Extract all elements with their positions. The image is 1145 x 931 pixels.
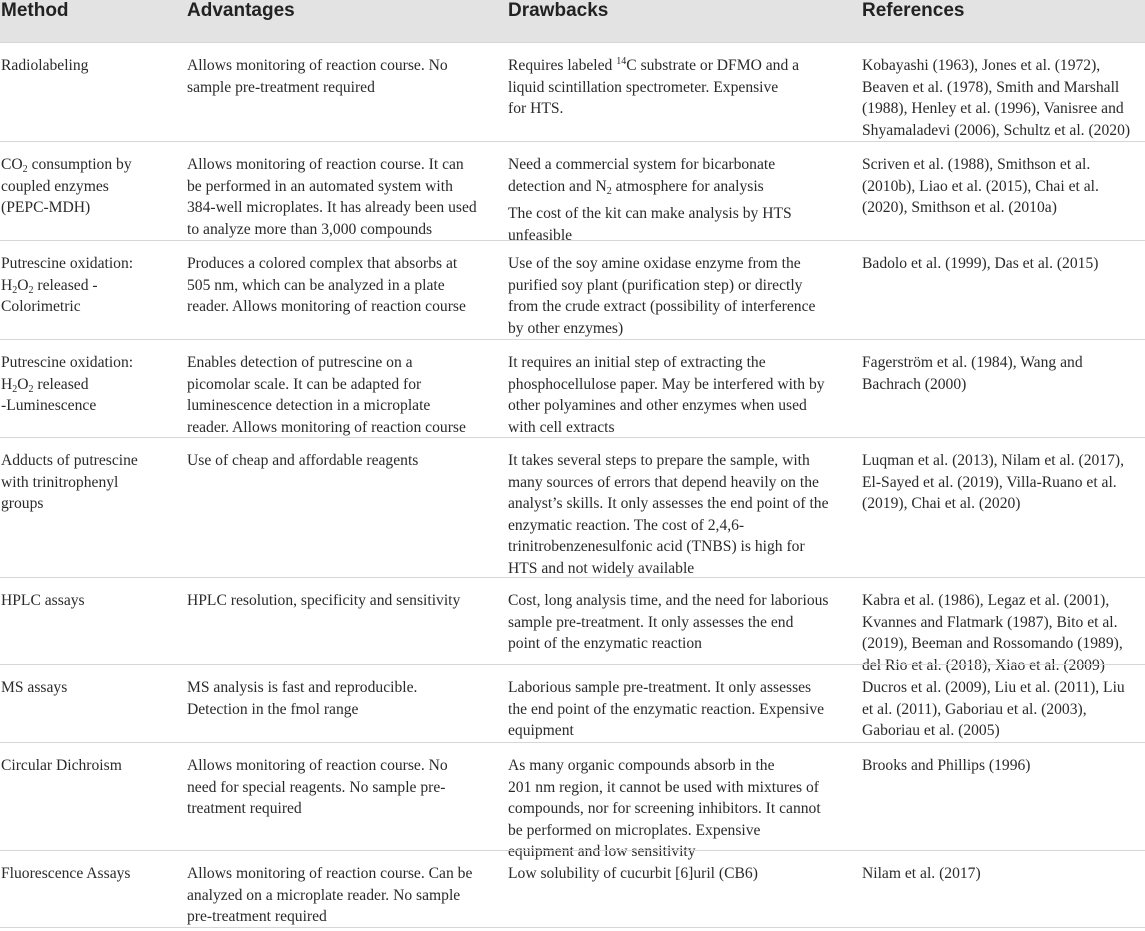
table-row [0,437,1145,578]
header-drawbacks: Drawbacks [508,0,609,21]
references-cell: Kobayashi (1963), Jones et al. (1972), Beaven et al. (1978), Smith and Marshall (1988), Henley et al. (1996), Vanisree and Shyamaladevi (2006), Schultz et al. (2020) [862,57,1131,139]
references-cell: Ducros et al. (2009), Liu et al. (2011), Liu et al. (2011), Gaboriau et al. (2003), Gaboriau et al. (2005) [862,679,1125,739]
references-cell: Nilam et al. (2017) [862,865,981,882]
advantages-cell: Produces a colored complex that absorbs at 505 nm, which can be analyzed in a plate reader. Allows monitoring of reaction course [187,255,466,315]
table-row [0,664,1145,743]
table-row [0,742,1145,860]
method-cell: Adducts of putrescine with trinitrophenyl groups [1,452,138,512]
drawbacks-cell: Laborious sample pre-treatment. It only assesses the end point of the enzymatic reaction. Expensive equipment [508,679,825,739]
method-cell: MS assays [1,679,68,696]
references-cell: Fagerström et al. (1984), Wang and Bachrach (2000) [862,354,1083,393]
header-method: Method [1,0,69,21]
advantages-cell: MS analysis is fast and reproducible. Detection in the fmol range [187,679,418,718]
method-cell: $CO_2$ consumption by coupled enzymes (PEPC-MDH) [1,156,132,216]
references-cell: Kabra et al. (1986), Legaz et al. (2001), Kvannes and Flatmark (1987), Bito et al. (2019), Beeman and Rossomando (1989), del Rio et al. (2018), Xiao et al. (2009) [862,592,1123,674]
table-row [0,42,1145,142]
advantages-cell: Use of cheap and affordable reagents [187,452,419,469]
drawbacks-cell: Use of the soy amine oxidase enzyme from the purified soy plant (purification step) or directly from the crude extract (possibility of interference by other enzymes) [508,255,816,337]
advantages-cell: Allows monitoring of reaction course. Can be analyzed on a microplate reader. No sample pre-treatment required [187,865,473,925]
table-row [0,339,1145,438]
method-cell: Fluorescence Assays [1,865,131,882]
drawbacks-cell: Need a commercial system for bicarbonate detection and $N_2$ atmosphere for analysis The cost of the kit can make analysis by HTS unfeasible [508,156,792,244]
method-cell: Circular Dichroism [1,757,122,774]
table-row [0,577,1145,674]
method-cell: HPLC assays [1,592,85,609]
references-cell: Scriven et al. (1988), Smithson et al. (2010b), Liao et al. (2015), Chai et al. (2020), Smithson et al. (2010a) [862,156,1099,216]
references-cell: Luqman et al. (2013), Nilam et al. (2017), El-Sayed et al. (2019), Villa-Ruano et al. (2019), Chai et al. (2020) [862,452,1124,512]
advantages-cell: Allows monitoring of reaction course. It can be performed in an automated system with 384-well microplates. It has already been used to analyze more than 3,000 compounds [187,156,477,238]
drawbacks-cell: It requires an initial step of extracting the phosphocellulose paper. May be interfered with by other polyamines and other enzymes when used with cell extracts [508,354,825,436]
advantages-cell: Allows monitoring of reaction course. No sample pre-treatment required [187,57,448,96]
header-advantages: Advantages [187,0,295,21]
drawbacks-cell: As many organic compounds absorb in the 201 nm region, it cannot be used with mixtures of compounds, nor for screening inhibitors. It cannot be performed on microplates. Expensive equipment and low sensitivity [508,757,821,860]
method-cell: Putrescine oxidation: $H_2O_2$ released - Colorimetric [1,255,134,315]
header-references: References [862,0,965,21]
drawbacks-cell: Cost, long analysis time, and the need for laborious sample pre-treatment. It only assesses the end point of the enzymatic reaction [508,592,829,652]
references-cell: Brooks and Phillips (1996) [862,757,1031,774]
table-row [0,141,1145,244]
references-cell: Badolo et al. (1999), Das et al. (2015) [862,255,1099,272]
drawbacks-cell: Requires labeled $^{14}$C substrate or DFMO and a liquid scintillation spectrometer. Expensive for HTS. [508,56,800,117]
advantages-cell: HPLC resolution, specificity and sensitivity [187,592,461,609]
advantages-cell: Allows monitoring of reaction course. No need for special reagents. No sample pre- treatment required [187,757,448,817]
advantages-cell: Enables detection of putrescine on a picomolar scale. It can be adapted for luminescence detection in a microplate reader. Allows monitoring of reaction course [187,354,466,436]
drawbacks-cell: Low solubility of cucurbit [6]uril (CB6) [508,865,758,882]
table-row [0,850,1145,928]
method-cell: Radiolabeling [1,57,89,74]
drawbacks-cell: It takes several steps to prepare the sample, with many sources of errors that depend heavily on the analyst’s skills. It only assesses the end point of the enzymatic reaction. The cost of 2,4,6- trinitrobenzenesulfonic acid (TNBS) is high for HTS and not widely available [508,452,829,577]
table-row [0,240,1145,340]
table-header [0,0,1145,42]
table-bottom-rule [0,927,1145,928]
method-cell: Putrescine oxidation: $H_2O_2$ released -Luminescence [1,354,134,414]
